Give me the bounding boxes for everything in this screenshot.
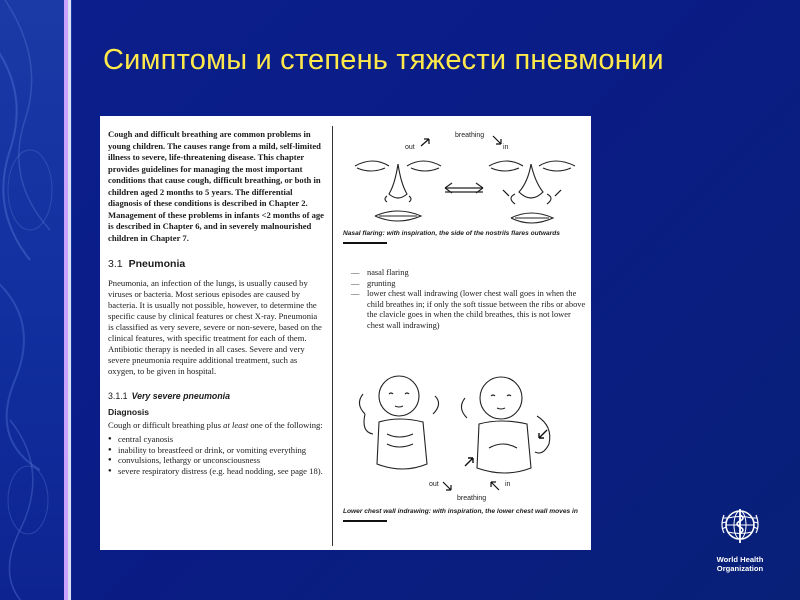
diagnosis-lead-end: one of the following:	[248, 420, 323, 430]
label-out-bottom: out	[429, 481, 439, 488]
label-in-bottom: in	[505, 481, 511, 488]
who-emblem-icon	[718, 503, 762, 547]
list-item: — lower chest wall indrawing (lower chest wall goes in when the child breathes in; if only the soft tissue between the ribs or above the clavicle goes in when the child breathes, this is not lower chest wall indrawing)	[343, 289, 587, 331]
diagnosis-bullet-list	[108, 434, 324, 476]
slide-title: Симптомы и степень тяжести пневмонии	[103, 44, 664, 76]
list-item: ● severe respiratory distress (e.g. head nodding, see page 18).	[108, 466, 324, 477]
section-number: 3.1	[108, 258, 123, 270]
document-right-column	[343, 124, 587, 546]
diagnosis-heading: Diagnosis	[108, 407, 150, 417]
figure-caption-bottom	[343, 508, 587, 522]
signs-list	[343, 268, 587, 331]
chest-indrawing-illustration	[343, 374, 587, 504]
list-item: ● inability to breastfeed or drink, or vomiting everything	[108, 445, 324, 456]
infant-left	[359, 376, 438, 469]
accent-stripe-white	[68, 0, 71, 600]
who-logo-line2: Organization	[716, 564, 764, 573]
decorative-texture	[0, 0, 72, 600]
list-item: ● central cyanosis	[108, 434, 324, 445]
section-heading	[108, 258, 324, 270]
nasal-flaring-illustration	[343, 124, 587, 232]
subsection-heading	[108, 391, 324, 401]
who-logo-line1: World Health	[716, 555, 764, 564]
face-inhale	[489, 161, 575, 223]
document-excerpt	[100, 116, 591, 550]
list-item: ● convulsions, lethargy or unconsciousness	[108, 455, 324, 466]
diagnosis-lead-start: Cough or difficult breathing plus	[108, 420, 224, 430]
label-breathing-top: breathing	[455, 132, 485, 139]
left-decoration-panel	[0, 0, 72, 600]
column-divider	[332, 126, 333, 546]
who-logo-text	[708, 555, 772, 573]
caption-rule	[343, 520, 387, 522]
infant-right	[461, 377, 549, 473]
caption-rule	[343, 242, 387, 244]
section-body: Pneumonia, an infection of the lungs, is usually caused by viruses or bacteria. Most serious episodes are caused by bacteria. It is usually not possible, however, to determine the specific cause by clinical features or chest X-ray. Pneumonia is classified as very severe, severe or non-severe, based on the clinical features, with specific treatment for each of them. Antibiotic therapy is needed in all cases. Severe and very severe pneumonia require additional treatment, such as oxygen, to be given in hospital.	[108, 278, 322, 376]
caption-text-bottom: Lower chest wall indrawing: with inspiration, the lower chest wall moves in	[343, 508, 578, 515]
label-in-top: in	[503, 144, 509, 151]
diagnosis-lead	[108, 420, 324, 431]
subsection-title: Very severe pneumonia	[131, 391, 231, 401]
diagnosis-lead-emphasis: at least	[223, 420, 249, 430]
double-arrow	[445, 183, 483, 193]
figure-caption-top	[343, 230, 587, 244]
face-exhale	[355, 161, 441, 221]
list-item: — grunting	[343, 279, 587, 290]
label-breathing-bottom: breathing	[457, 495, 487, 502]
document-left-column	[108, 129, 324, 476]
who-logo	[708, 503, 772, 573]
label-out-top: out	[405, 144, 415, 151]
caption-text-top: Nasal flaring: with inspiration, the side of the nostrils flares outwards	[343, 230, 560, 237]
section-title: Pneumonia	[128, 258, 186, 270]
subsection-number: 3.1.1	[108, 391, 128, 401]
list-item: — nasal flaring	[343, 268, 587, 279]
intro-paragraph: Cough and difficult breathing are common problems in young children. The causes range from a mild, self-limited illness to severe, life-threatening disease. This chapter provides guidelines for managing the most important conditions that cause cough, difficult breathing, or both in children aged 2 months to 5 years. The differential diagnosis of these conditions is described in Chapter 2. Management of these problems in infants <2 months of age is described in Chapter 6, and in severely malnourished children in Chapter 7.	[108, 129, 324, 243]
